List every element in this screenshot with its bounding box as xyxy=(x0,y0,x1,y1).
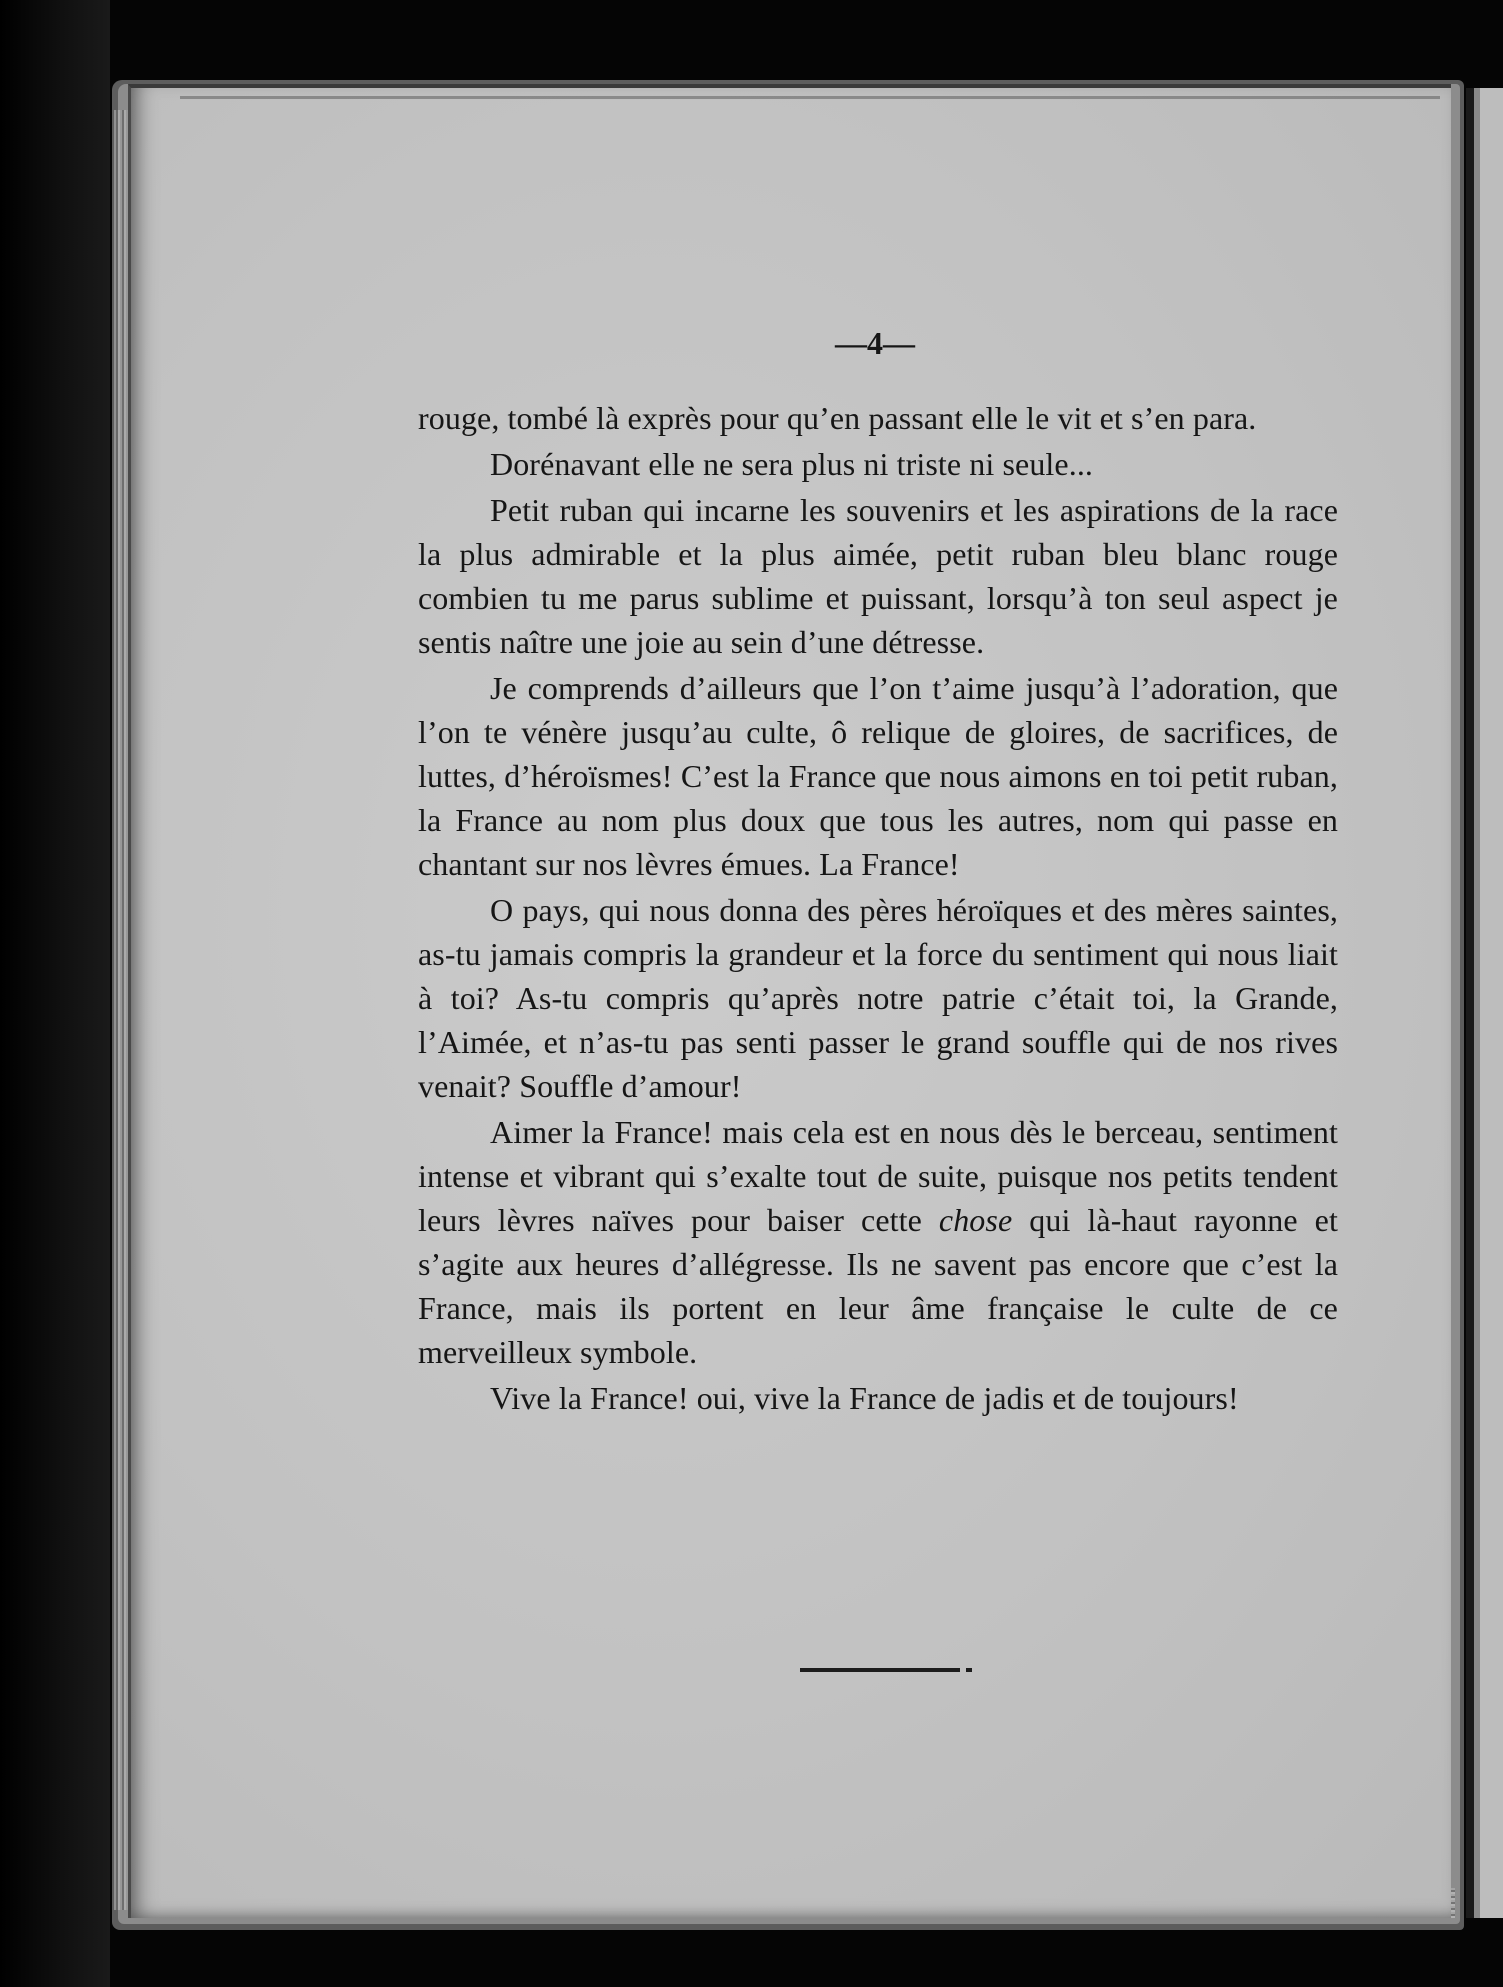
paragraph-6-end: qui là-haut rayonne et s’agite aux heures d’allégresse. Ils ne savent pas encore que c’est la France, mais ils portent en leur âme française le culte de ce merveilleux symbole. xyxy=(418,1202,1338,1370)
end-ornament-dot xyxy=(966,1668,972,1672)
paragraph-5: O pays, qui nous donna des pères héroïques et des mères saintes, as-tu jamais compris la grandeur et la force du sentiment qui nous liait à toi? As-tu compris qu’après notre patrie c’était toi, la Grande, l’Aimée, et n’as-tu pas senti passer le grand souffle qui de nos rives venait? Souffle d’amour! xyxy=(418,892,1338,1104)
page-top-edge xyxy=(180,96,1440,99)
paragraph-6 xyxy=(418,1110,1338,1374)
film-border xyxy=(0,0,110,1987)
facing-page-edge xyxy=(1466,88,1503,1918)
paragraph-2: Dorénavant elle ne sera plus ni triste ni seule... xyxy=(490,446,1094,482)
paragraph-1: rouge, tombé là exprès pour qu’en passant elle le vit et s’en para. xyxy=(418,400,1257,436)
body-text xyxy=(418,396,1338,1422)
paragraph-6-italic-word: chose xyxy=(938,1202,1013,1238)
paragraph-3: Petit ruban qui incarne les souvenirs et les aspirations de la race la plus admirable et la plus aimée, petit ruban bleu blanc rouge combien tu me parus sublime et puissant, lorsqu’à ton seul aspect je sentis naître une joie au sein d’une détresse. xyxy=(418,492,1338,660)
paragraph-6-start: Aimer la France! mais cela est en nous dès le berceau, sentiment intense et vibrant qui s’exalte tout de suite, puisque nos petits tendent leurs lèvres naïves pour baiser cette xyxy=(418,1114,1338,1238)
paragraph-7: Vive la France! oui, vive la France de jadis et de toujours! xyxy=(490,1380,1239,1416)
page-number: —4— xyxy=(835,325,915,361)
paragraph-4: Je comprends d’ailleurs que l’on t’aime jusqu’à l’adoration, que l’on te vénère jusqu’au culte, ô relique de gloires, de sacrifices, de luttes, d’héroïsmes! C’est la France que nous aimons en toi petit ruban, la France au nom plus doux que tous les autres, nom qui passe en chantant sur nos lèvres émues. La France! xyxy=(418,670,1338,882)
end-ornament-rule xyxy=(800,1668,960,1672)
